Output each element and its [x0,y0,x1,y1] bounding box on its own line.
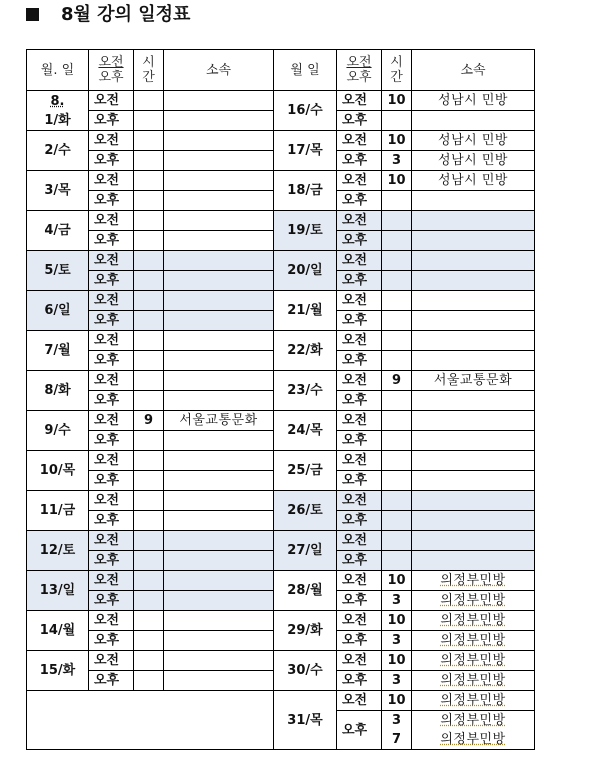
day-cell: 8/화 [27,371,89,411]
day-cell: 5/토 [27,251,89,291]
am-org [412,451,535,471]
am-hours: 9 [382,371,412,391]
pm-hours [134,471,164,491]
day-cell: 7/월 [27,331,89,371]
table-row [27,211,535,231]
pm-label: 오후 [337,151,382,171]
header-time: 시 간 [134,50,164,91]
day-label: 1/화 [44,112,71,128]
pm-hours [382,191,412,211]
pm-label: 오후 [89,671,134,691]
am-label: 오전 [337,251,382,271]
pm-org: 의정부민방 [412,671,535,691]
pm-org [412,311,535,331]
am-hours [134,371,164,391]
am-org [164,611,274,631]
day-cell: 15/화 [27,651,89,691]
am-label: 오전 [337,491,382,511]
pm-label: 오후 [337,431,382,451]
am-label: 오전 [89,211,134,231]
table-row [27,531,535,551]
am-hours: 10 [382,691,412,711]
pm-org [164,231,274,251]
header-ampm-right: 오전 오후 [337,50,382,91]
day-cell: 20/일 [274,251,337,291]
am-org [164,451,274,471]
am-label: 오전 [89,171,134,191]
am-hours [134,611,164,631]
pm-label: 오후 [337,191,382,211]
header-time-right: 시 간 [382,50,412,91]
am-org [412,251,535,271]
am-org: 서울교통문화 [412,371,535,391]
pm-hours-value: 7 [391,732,402,747]
am-hours [382,251,412,271]
am-hours [382,291,412,311]
am-org [412,491,535,511]
am-org: 의정부민방 [412,571,535,591]
pm-org [412,191,535,211]
am-label: 오전 [337,291,382,311]
pm-label: 오후 [89,231,134,251]
am-hours: 10 [382,611,412,631]
am-org [164,651,274,671]
pm-label: 오후 [89,591,134,611]
am-hours [134,211,164,231]
am-label: 오전 [89,371,134,391]
am-org: 의정부민방 [412,611,535,631]
header-row [27,50,535,91]
table-row [27,491,535,511]
table-row [27,251,535,271]
am-org: 성남시 민방 [412,171,535,191]
am-hours [382,331,412,351]
am-org [164,91,274,111]
am-hours [382,211,412,231]
pm-org [412,231,535,251]
pm-hours [382,111,412,131]
pm-label: 오후 [89,431,134,451]
day-cell: 25/금 [274,451,337,491]
am-org [164,291,274,311]
am-label: 오전 [89,291,134,311]
pm-org: 의정부민방 [412,591,535,611]
header-org: 소속 [164,50,274,91]
day-cell: 28/월 [274,571,337,611]
pm-org [164,311,274,331]
pm-label: 오후 [89,311,134,331]
pm-hours [134,231,164,251]
am-label: 오전 [89,91,134,111]
am-hours [382,491,412,511]
pm-hours [382,391,412,411]
header-date-right: 월 일 [274,50,337,91]
pm-label: 오후 [337,351,382,371]
title-text: 8월 강의 일정표 [61,4,191,25]
pm-label: 오후 [337,511,382,531]
am-org [164,571,274,591]
pm-org [164,551,274,571]
day-cell: 27/일 [274,531,337,571]
pm-label: 오후 [89,271,134,291]
pm-label: 오후 [89,351,134,371]
pm-org [412,351,535,371]
day-cell: 6/일 [27,291,89,331]
table-row [27,291,535,311]
pm-org [164,191,274,211]
pm-hours [134,431,164,451]
day-cell: 22/화 [274,331,337,371]
day-cell: 2/수 [27,131,89,171]
am-hours [134,131,164,151]
pm-hours [382,471,412,491]
pm-org [164,271,274,291]
am-hours: 9 [134,411,164,431]
am-label: 오전 [337,171,382,191]
pm-label: 오후 [337,311,382,331]
pm-org [164,471,274,491]
am-org [412,331,535,351]
pm-label: 오후 [89,471,134,491]
table-row [27,131,535,151]
table-row [27,611,535,631]
pm-org [164,431,274,451]
pm-hours [134,111,164,131]
pm-org [412,111,535,131]
pm-label: 오후 [337,471,382,491]
am-hours: 10 [382,651,412,671]
table-row [27,451,535,471]
pm-hours-value: 3 [391,713,402,728]
am-label: 오전 [89,251,134,271]
day-cell: 13/일 [27,571,89,611]
pm-label: 오후 [337,711,382,750]
am-label: 오전 [89,531,134,551]
am-label: 오전 [337,571,382,591]
table-row [27,331,535,351]
day-cell: 23/수 [274,371,337,411]
am-hours [134,171,164,191]
am-org [164,531,274,551]
am-org [412,531,535,551]
am-org [164,251,274,271]
pm-org [412,391,535,411]
pm-hours [134,191,164,211]
am-org: 성남시 민방 [412,131,535,151]
pm-org [164,671,274,691]
pm-hours [134,671,164,691]
pm-hours: 3 [382,151,412,171]
pm-hours [382,431,412,451]
day-cell: 3/목 [27,171,89,211]
pm-hours [134,391,164,411]
pm-label: 오후 [89,631,134,651]
day-cell: 18/금 [274,171,337,211]
pm-hours [382,311,412,331]
am-hours [134,571,164,591]
am-org [164,371,274,391]
am-hours [134,251,164,271]
day-cell: 16/수 [274,91,337,131]
am-hours [134,651,164,671]
day-cell: 24/목 [274,411,337,451]
am-org [412,211,535,231]
am-hours [134,291,164,311]
am-org [164,331,274,351]
pm-hours [134,591,164,611]
am-hours [134,531,164,551]
am-org [412,291,535,311]
square-bullet-icon [26,8,39,21]
pm-org: 성남시 민방 [412,151,535,171]
day-cell: 10/목 [27,451,89,491]
am-org [164,491,274,511]
day-cell: 12/토 [27,531,89,571]
am-label: 오전 [89,131,134,151]
pm-label: 오후 [89,551,134,571]
am-label: 오전 [337,371,382,391]
am-hours [134,451,164,471]
pm-hours: 3 [382,671,412,691]
day-cell: 14/월 [27,611,89,651]
pm-label: 오후 [337,551,382,571]
pm-hours [134,511,164,531]
am-label: 오전 [89,611,134,631]
pm-label: 오후 [89,511,134,531]
day-cell: 21/월 [274,291,337,331]
pm-hours [134,271,164,291]
pm-hours [382,711,412,750]
day-cell: 17/목 [274,131,337,171]
day-cell: 4/금 [27,211,89,251]
am-org: 성남시 민방 [412,91,535,111]
pm-hours [134,151,164,171]
pm-label: 오후 [89,391,134,411]
day-cell [27,91,89,131]
am-hours [134,331,164,351]
table-row [27,171,535,191]
am-org: 의정부민방 [412,651,535,671]
pm-hours [134,351,164,371]
am-hours [382,451,412,471]
pm-label: 오후 [337,591,382,611]
pm-label: 오후 [337,391,382,411]
am-org [164,211,274,231]
am-label: 오전 [89,451,134,471]
pm-hours [134,551,164,571]
page-title [26,3,190,27]
pm-hours [382,511,412,531]
pm-hours [382,551,412,571]
am-org [164,131,274,151]
am-label: 오전 [337,91,382,111]
am-label: 오전 [89,411,134,431]
table-row [27,91,535,111]
pm-org [412,511,535,531]
am-org [412,411,535,431]
am-hours [382,531,412,551]
am-label: 오전 [337,651,382,671]
am-label: 오전 [89,331,134,351]
am-label: 오전 [337,691,382,711]
pm-org [164,591,274,611]
pm-label: 오후 [337,631,382,651]
table-row [27,691,535,711]
pm-org-value: 의정부민방 [440,732,506,747]
am-org: 의정부민방 [412,691,535,711]
am-label: 오전 [337,411,382,431]
day-cell: 9/수 [27,411,89,451]
am-hours [134,91,164,111]
pm-org [412,471,535,491]
am-hours: 10 [382,91,412,111]
pm-org [164,351,274,371]
header-date: 월. 일 [27,50,89,91]
am-hours [382,411,412,431]
pm-label: 오후 [337,671,382,691]
day-cell: 26/토 [274,491,337,531]
pm-label: 오후 [89,151,134,171]
table-row [27,371,535,391]
header-org-right: 소속 [412,50,535,91]
pm-org [164,111,274,131]
pm-hours: 3 [382,631,412,651]
day-cell: 31/목 [274,691,337,750]
am-label: 오전 [337,131,382,151]
pm-org [412,431,535,451]
pm-label: 오후 [337,231,382,251]
pm-hours [134,311,164,331]
day-month: 8. [50,93,65,109]
am-org [164,171,274,191]
table-row [27,651,535,671]
am-hours: 10 [382,171,412,191]
pm-org [412,551,535,571]
am-label: 오전 [337,451,382,471]
pm-hours [382,351,412,371]
pm-label: 오후 [337,111,382,131]
schedule-table [26,49,535,750]
pm-label: 오후 [89,191,134,211]
pm-label: 오후 [337,271,382,291]
am-hours: 10 [382,131,412,151]
day-cell: 19/토 [274,211,337,251]
pm-org [164,151,274,171]
am-label: 오전 [337,331,382,351]
pm-org [164,391,274,411]
am-label: 오전 [89,571,134,591]
day-cell: 29/화 [274,611,337,651]
day-cell: 11/금 [27,491,89,531]
am-hours: 10 [382,571,412,591]
pm-org [164,511,274,531]
am-label: 오전 [337,211,382,231]
pm-org [412,271,535,291]
pm-hours: 3 [382,591,412,611]
am-label: 오전 [89,491,134,511]
am-label: 오전 [337,531,382,551]
day-cell: 30/수 [274,651,337,691]
pm-org [412,711,535,750]
pm-org [164,631,274,651]
pm-hours [134,631,164,651]
pm-hours [382,271,412,291]
empty-cell [27,691,274,750]
table-row [27,411,535,431]
am-label: 오전 [337,611,382,631]
pm-org: 의정부민방 [412,631,535,651]
am-hours [134,491,164,511]
pm-hours [382,231,412,251]
am-org: 서울교통문화 [164,411,274,431]
table-row [27,571,535,591]
pm-label: 오후 [89,111,134,131]
pm-org-value: 의정부민방 [440,713,506,728]
header-ampm: 오전 오후 [89,50,134,91]
am-label: 오전 [89,651,134,671]
